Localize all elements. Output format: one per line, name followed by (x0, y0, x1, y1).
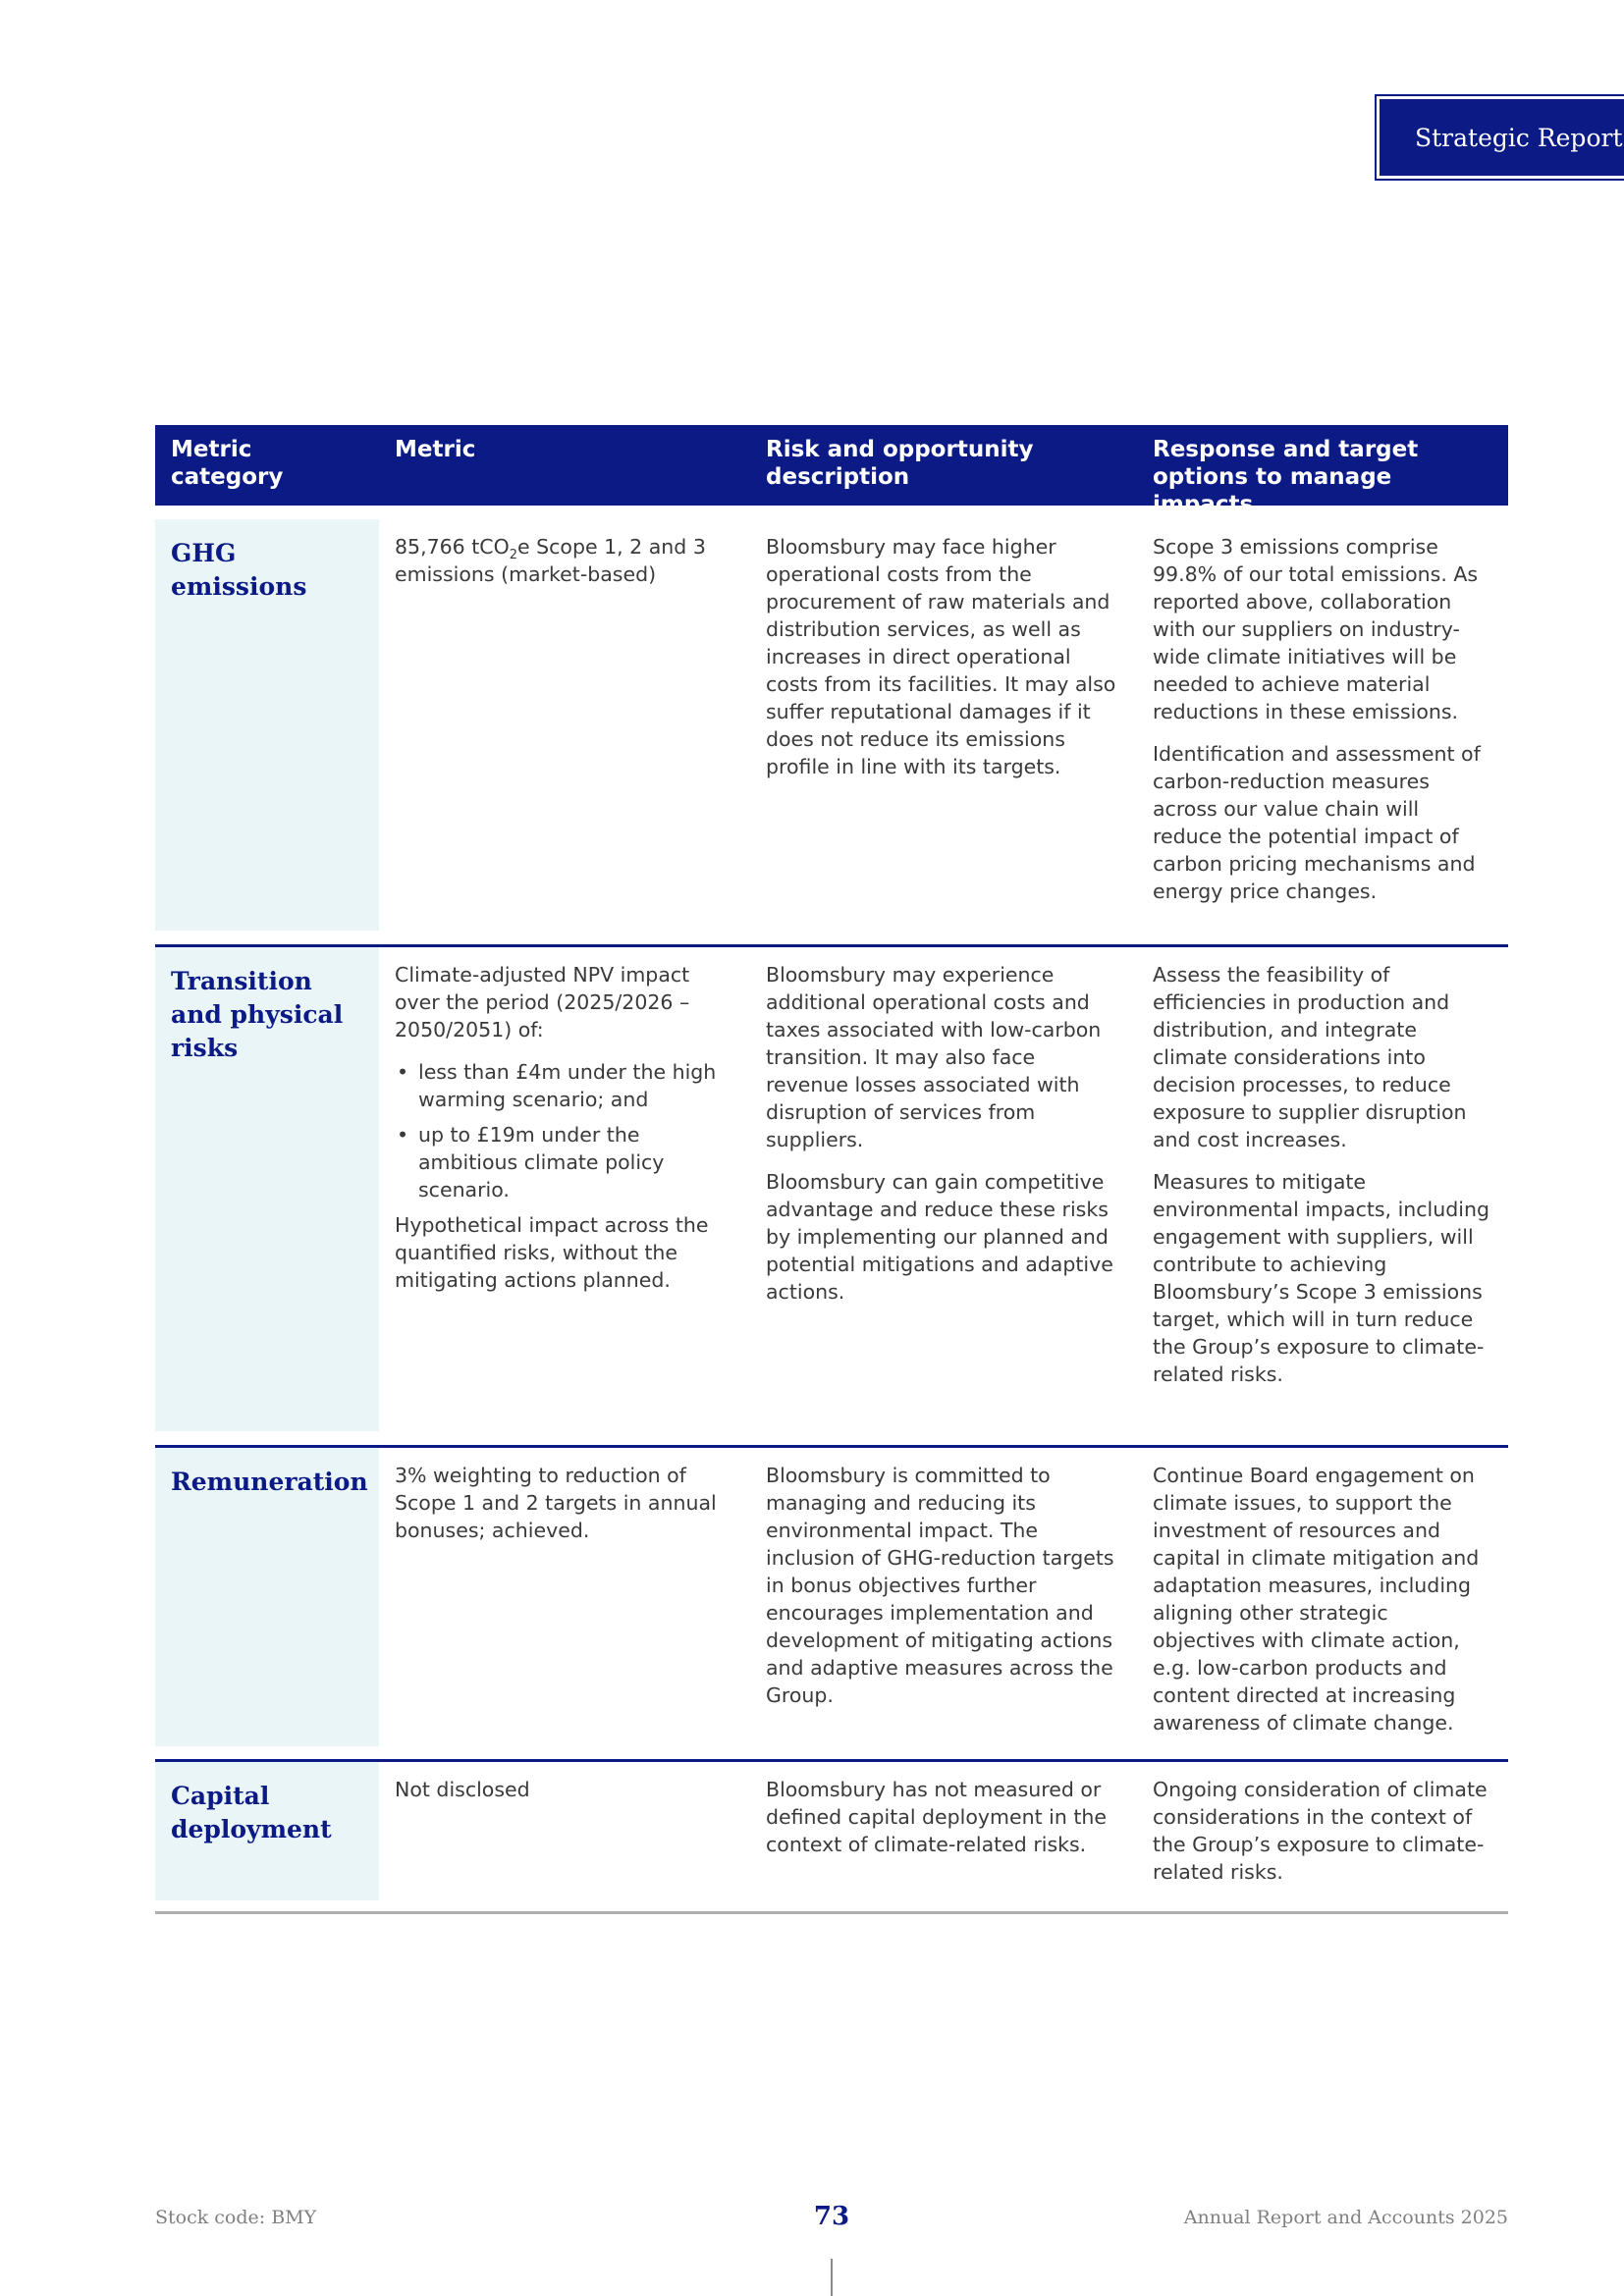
header-risk-description: Risk and opportunity description (766, 437, 1034, 490)
page-divider-line (831, 2259, 833, 2296)
risk-paragraph: Bloomsbury is committed to managing and reducing its environmental impact. The inclusion of GHG-reduction targets in bonus objectives further encourages implementation and development of mitigating actions and adaptive measures across the Group. (766, 1464, 1114, 1707)
header-metric-category: Metric category (171, 437, 284, 490)
response-paragraph: Ongoing consideration of climate considerations in the context of the Group’s exposure to climate-related risks. (1153, 1778, 1488, 1884)
metric-cell (379, 1762, 750, 1900)
risk-cell (750, 947, 1137, 1431)
risk-paragraph: Bloomsbury may face higher operational costs from the procurement of raw materials and distribution services, as well as increases in direct operational costs from its facilities. It may also suffer reputational damages if it does not reduce its emissions profile in line with its targets. (766, 535, 1116, 778)
footer-stock-code: Stock code: BMY (155, 2207, 317, 2228)
risk-cell (750, 519, 1137, 931)
section-tab-label: Strategic Report (1380, 99, 1624, 176)
response-cell (1137, 1762, 1508, 1900)
risk-paragraph: Bloomsbury has not measured or defined capital deployment in the context of climate-related risks. (766, 1778, 1108, 1856)
table-row-ghg-emissions (155, 519, 1508, 931)
metrics-table (155, 425, 1508, 1914)
table-row-transition-physical-risks (155, 944, 1508, 1431)
section-tab (1375, 94, 1624, 181)
header-metric: Metric (395, 437, 476, 462)
header-response-options: Response and target options to manage impacts (1153, 437, 1419, 517)
metric-cell (379, 1448, 750, 1746)
category-capital-deployment: Capital deployment (155, 1762, 379, 1900)
metric-intro: Climate-adjusted NPV impact over the period (2025/2026 – 2050/2051) of: (395, 963, 690, 1041)
response-cell (1137, 519, 1508, 931)
risk-paragraph: Bloomsbury can gain competitive advantage and reduce these risks by implementing our planned and potential mitigations and adaptive actions. (766, 1170, 1113, 1304)
response-paragraph: Continue Board engagement on climate issues, to support the investment of resources and capital in climate mitigation and adaptation measures, including aligning other strategic objectives with climate action, e.g. low-carbon products and content directed at increasing awareness of climate change. (1153, 1464, 1480, 1735)
risk-cell (750, 1448, 1137, 1746)
metric-text: Not disclosed (395, 1778, 530, 1801)
table-header (155, 425, 1508, 517)
category-transition-physical-risks: Transition and physical risks (155, 947, 379, 1431)
metric-cell (379, 947, 750, 1431)
response-paragraph: Identification and assessment of carbon-reduction measures across our value chain will reduce the potential impact of carbon pricing mechanisms and energy price changes. (1153, 742, 1481, 903)
response-paragraph: Measures to mitigate environmental impacts, including engagement with suppliers, will contribute to achieving Bloomsbury’s Scope 3 emissions target, which will in turn reduce the Group’s exposure to climate-related risks. (1153, 1170, 1489, 1386)
metric-cell (379, 519, 750, 931)
response-paragraph: Scope 3 emissions comprise 99.8% of our total emissions. As reported above, collaboration with our suppliers on industry-wide climate initiatives will be needed to achieve material reductions in these emissions. (1153, 535, 1479, 723)
page-number: 73 (813, 2202, 850, 2231)
table-row-remuneration (155, 1445, 1508, 1745)
category-ghg-emissions: GHG emissions (155, 519, 379, 931)
metric-outro: Hypothetical impact across the quantified risks, without the mitigating actions planned. (395, 1213, 709, 1292)
table-bottom-rule (155, 1900, 1508, 1914)
metric-bullet: • less than £4m under the high warming scenario; and (395, 1058, 734, 1113)
category-remuneration: Remuneration (155, 1448, 379, 1746)
metric-bullet: • up to £19m under the ambitious climate policy scenario. (395, 1121, 734, 1203)
risk-paragraph: Bloomsbury may experience additional operational costs and taxes associated with low-carbon transition. It may also face revenue losses associated with disruption of services from suppliers. (766, 963, 1102, 1151)
footer-report-title: Annual Report and Accounts 2025 (1183, 2207, 1508, 2228)
metric-text: 3% weighting to reduction of Scope 1 and 2 targets in annual bonuses; achieved. (395, 1464, 717, 1542)
metric-bullet-list (395, 1058, 734, 1203)
response-cell (1137, 947, 1508, 1431)
risk-cell (750, 1762, 1137, 1900)
metric-text: 85,766 tCO$_2$e Scope 1, 2 and 3 emissions (market-based) (395, 535, 706, 586)
response-cell (1137, 1448, 1508, 1746)
response-paragraph: Assess the feasibility of efficiencies in production and distribution, and integrate climate considerations into decision processes, to reduce exposure to supplier disruption and cost increases. (1153, 963, 1467, 1151)
table-row-capital-deployment (155, 1759, 1508, 1900)
